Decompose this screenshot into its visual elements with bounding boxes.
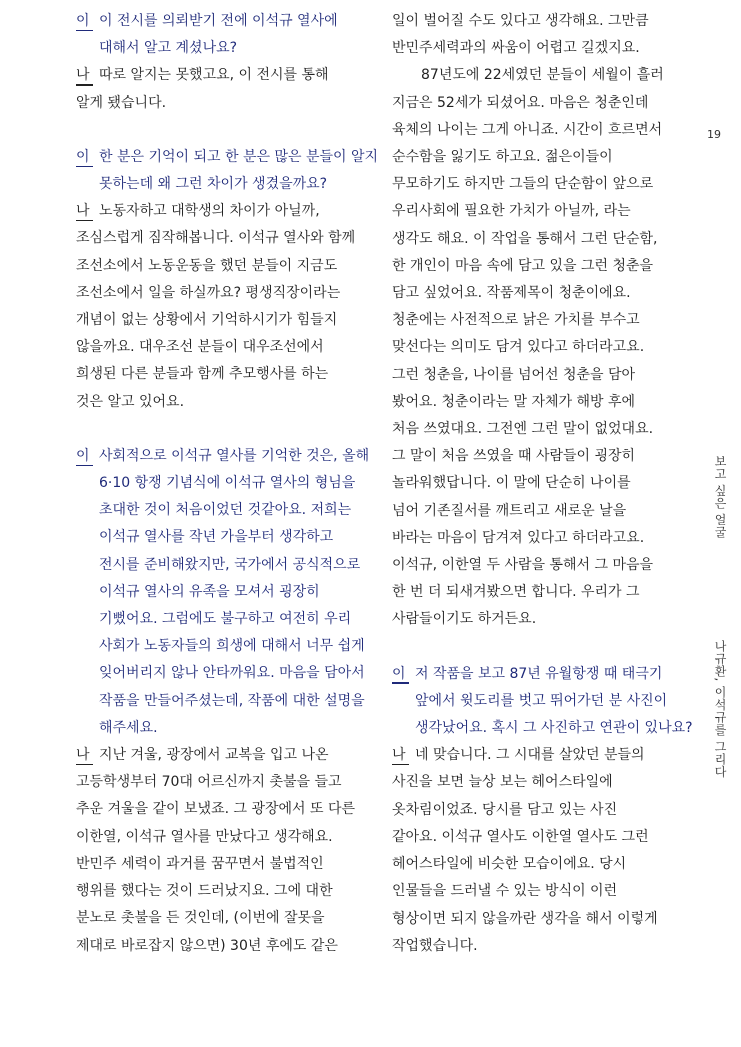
line-text: 대해서 알고 계셨나요?: [99, 40, 238, 57]
line-text: 그런 청춘을, 나이를 넘어선 청춘을 담아: [392, 366, 636, 383]
text-line: [392, 90, 692, 117]
interview-answer: [392, 742, 692, 960]
text-line: [76, 307, 381, 334]
line-text: 네 맞습니다. 그 시대를 살았던 분들의: [415, 747, 645, 764]
line-text: 지금은 52세가 되셨어요. 마음은 청춘인데: [392, 94, 649, 111]
text-line: [392, 579, 692, 606]
line-text: 이 전시를 의뢰받기 전에 이석규 열사에: [99, 13, 338, 29]
line-text: 반민주세력과의 싸움이 어렵고 길겠지요.: [392, 40, 640, 57]
line-text: 봤어요. 청춘이라는 말 자체가 해방 후에: [392, 393, 636, 410]
line-text: 저 작품을 보고 87년 유월항쟁 때 태극기: [415, 665, 663, 682]
text-line: [392, 661, 692, 688]
text-line: [76, 443, 381, 470]
line-text: 초대한 것이 처음이었던 것같아요. 저희는: [99, 502, 352, 519]
text-line: [76, 90, 381, 117]
text-line: [76, 361, 381, 388]
text-line: [392, 8, 692, 35]
text-line: [392, 688, 692, 715]
text-line: [392, 226, 692, 253]
text-line: [392, 362, 692, 389]
line-text: 이석규 열사를 작년 가을부터 생각하고: [99, 529, 334, 546]
text-line: [392, 851, 692, 878]
line-text: 이한열, 이석규 열사를 만났다고 생각해요.: [76, 828, 333, 845]
text-line: [76, 851, 381, 878]
line-text: 희생된 다른 분들과 함께 추모행사를 하는: [76, 366, 329, 383]
line-text: 옷차림이었죠. 당시를 담고 있는 사진: [392, 801, 618, 818]
line-text: 이석규, 이한열 두 사람을 통해서 그 마음을: [392, 557, 654, 574]
text-line: [76, 334, 381, 361]
text-line: [392, 824, 692, 851]
line-text: 처음 쓰였대요. 그전엔 그런 말이 없었대요.: [392, 421, 654, 438]
line-text: 작업했습니다.: [392, 937, 478, 954]
right-column: [392, 8, 692, 960]
line-text: 한 번 더 되새겨봤으면 합니다. 우리가 그: [392, 584, 640, 601]
line-text: 조심스럽게 짐작해봅니다. 이석규 열사와 함께: [76, 230, 356, 247]
line-text: 것은 알고 있어요.: [76, 393, 185, 410]
text-line: [76, 389, 381, 416]
text-line: [76, 198, 381, 225]
line-text: 인물들을 드러낼 수 있는 방식이 이런: [392, 883, 618, 900]
line-text: 무모하기도 하지만 그들의 단순함이 앞으로: [392, 176, 654, 193]
text-line: [392, 498, 692, 525]
text-line: [392, 62, 692, 89]
paragraph: [392, 8, 692, 62]
line-text: 사람들이기도 하거든요.: [392, 611, 537, 628]
text-line: [392, 606, 692, 633]
line-text: 그 말이 처음 쓰였을 때 사람들이 굉장히: [392, 448, 636, 465]
line-text: 분노로 촛불을 든 것인데, (이번에 잘못을: [76, 910, 325, 927]
line-text: 기뻤어요. 그럼에도 불구하고 여전히 우리: [99, 611, 352, 628]
chapter-title-vertical: 나규환, 이석규를 그리다: [713, 640, 727, 778]
line-text: 노동자하고 대학생의 차이가 아닐까,: [99, 203, 320, 220]
text-line: [392, 470, 692, 497]
artist-marker: 나: [392, 742, 412, 769]
paragraph-gap: [392, 634, 692, 661]
line-text: 않을까요. 대우조선 분들이 대우조선에서: [76, 339, 324, 356]
text-line: [392, 933, 692, 960]
text-line: [392, 35, 692, 62]
text-line: [392, 334, 692, 361]
interviewer-marker: 이: [392, 661, 412, 688]
interview-question: [76, 8, 381, 62]
line-text: 반민주 세력이 과거를 꿈꾸면서 불법적인: [76, 855, 324, 872]
line-text: 따로 알지는 못했고요, 이 전시를 통해: [99, 67, 329, 84]
line-text: 지난 겨울, 광장에서 교복을 입고 나온: [99, 747, 329, 764]
line-text: 형상이면 되지 않을까란 생각을 해서 이렇게: [392, 910, 658, 927]
artist-marker: 나: [76, 62, 96, 89]
interviewer-marker: 이: [76, 144, 96, 171]
text-line: [76, 144, 381, 171]
text-line: [392, 742, 692, 769]
text-line: [392, 797, 692, 824]
left-column: [76, 8, 381, 960]
interviewer-marker: 이: [76, 8, 96, 35]
line-text: 같아요. 이석규 열사도 이한열 열사도 그런: [392, 828, 649, 845]
line-text: 육체의 나이는 그게 아니죠. 시간이 흐르면서: [392, 121, 663, 138]
line-text: 전시를 준비해왔지만, 국가에서 공식적으로: [99, 556, 361, 573]
interview-question: [76, 443, 381, 742]
line-text: 조선소에서 일을 하실까요? 평생직장이라는: [76, 284, 341, 301]
text-line: [392, 171, 692, 198]
text-line: [392, 769, 692, 796]
section-title-vertical: 보고 싶은 얼굴: [713, 455, 727, 539]
text-line: [76, 225, 381, 252]
line-text: 일이 벌어질 수도 있다고 생각해요. 그만큼: [392, 13, 649, 29]
interview-question: [392, 661, 692, 743]
text-line: [392, 878, 692, 905]
line-text: 헤어스타일에 비슷한 모습이에요. 당시: [392, 856, 627, 873]
text-line: [392, 525, 692, 552]
line-text: 고등학생부터 70대 어르신까지 촛불을 들고: [76, 774, 342, 791]
text-line: [76, 769, 381, 796]
text-line: [392, 416, 692, 443]
paragraph-gap: [76, 416, 381, 443]
text-line: [76, 688, 381, 715]
text-line: [76, 606, 381, 633]
line-text: 이석규 열사의 유족을 모셔서 굉장히: [99, 583, 320, 600]
line-text: 바라는 마음이 담겨져 있다고 하더라고요.: [392, 529, 645, 546]
text-line: [392, 144, 692, 171]
text-line: [76, 62, 381, 89]
text-line: [392, 280, 692, 307]
page-number: 19: [707, 128, 721, 141]
line-text: 잊어버리지 않나 안타까워요. 마음을 담아서: [99, 665, 365, 682]
text-line: [76, 171, 381, 198]
line-text: 6·10 항쟁 기념식에 이석규 열사의 형님을: [99, 475, 356, 492]
text-line: [76, 470, 381, 497]
line-text: 개념이 없는 상황에서 기억하시기가 힘들지: [76, 312, 338, 329]
text-line: [76, 524, 381, 551]
text-line: [76, 8, 381, 35]
text-line: [76, 552, 381, 579]
text-line: [76, 796, 381, 823]
text-line: [76, 35, 381, 62]
text-line: [392, 906, 692, 933]
line-text: 사회적으로 이석규 열사를 기억한 것은, 올해: [99, 447, 370, 464]
text-line: [76, 633, 381, 660]
line-text: 한 개인이 마음 속에 담고 있을 그런 청춘을: [392, 257, 654, 274]
text-line: [76, 280, 381, 307]
paragraph-gap: [76, 117, 381, 144]
interviewer-marker: 이: [76, 443, 96, 470]
interview-answer: [76, 198, 381, 416]
line-text: 해주세요.: [99, 719, 158, 736]
text-line: [392, 307, 692, 334]
text-line: [392, 198, 692, 225]
artist-marker: 나: [76, 198, 96, 225]
line-text: 행위를 했다는 것이 드러났지요. 그에 대한: [76, 883, 333, 900]
line-text: 담고 싶었어요. 작품제목이 청춘이에요.: [392, 285, 631, 302]
text-line: [392, 253, 692, 280]
line-text: 청춘에는 사전적으로 낡은 가치를 부수고: [392, 312, 640, 329]
line-text: 넘어 기존질서를 깨트리고 새로운 날을: [392, 502, 627, 519]
text-line: [76, 933, 381, 960]
text-line: [76, 579, 381, 606]
line-text: 사회가 노동자들의 희생에 대해서 너무 쉽게: [99, 638, 365, 655]
text-line: [76, 742, 381, 769]
line-text: 추운 겨울을 같이 보냈죠. 그 광장에서 또 다른: [76, 801, 356, 818]
line-text: 조선소에서 노동운동을 했던 분들이 지금도: [76, 257, 338, 274]
line-text: 생각났어요. 혹시 그 사진하고 연관이 있나요?: [415, 720, 693, 737]
text-line: [76, 660, 381, 687]
line-text: 한 분은 기억이 되고 한 분은 많은 분들이 알지: [99, 148, 379, 165]
text-line: [76, 715, 381, 742]
line-text: 생각도 해요. 이 작업을 통해서 그런 단순함,: [392, 230, 658, 247]
interview-answer: [76, 62, 381, 116]
text-line: [76, 824, 381, 851]
line-text: 놀라워했답니다. 이 말에 단순히 나이를: [392, 475, 631, 492]
artist-marker: 나: [76, 742, 96, 769]
text-line: [392, 117, 692, 144]
line-text: 순수함을 잃기도 하고요. 젊은이들이: [392, 149, 613, 166]
line-text: 못하는데 왜 그런 차이가 생겼을까요?: [99, 176, 328, 193]
text-line: [392, 715, 692, 742]
text-line: [392, 389, 692, 416]
text-line: [76, 253, 381, 280]
text-line: [392, 552, 692, 579]
line-text: 앞에서 윗도리를 벗고 뛰어가던 분 사진이: [415, 692, 668, 709]
text-line: [392, 443, 692, 470]
line-text: 사진을 보면 늘상 보는 헤어스타일에: [392, 774, 613, 791]
paragraph: [392, 62, 692, 633]
line-text: 87년도에 22세였던 분들이 세월이 흘러: [421, 67, 664, 84]
line-text: 우리사회에 필요한 가치가 아닐까, 라는: [392, 203, 631, 220]
interview-answer: [76, 742, 381, 960]
text-line: [76, 878, 381, 905]
line-text: 맞선다는 의미도 담겨 있다고 하더라고요.: [392, 339, 645, 356]
text-line: [76, 497, 381, 524]
text-line: [76, 905, 381, 932]
interview-question: [76, 144, 381, 198]
line-text: 제대로 바로잡지 않으면) 30년 후에도 같은: [76, 937, 338, 954]
line-text: 작품을 만들어주셨는데, 작품에 대한 설명을: [99, 692, 365, 709]
line-text: 알게 됐습니다.: [76, 94, 167, 111]
